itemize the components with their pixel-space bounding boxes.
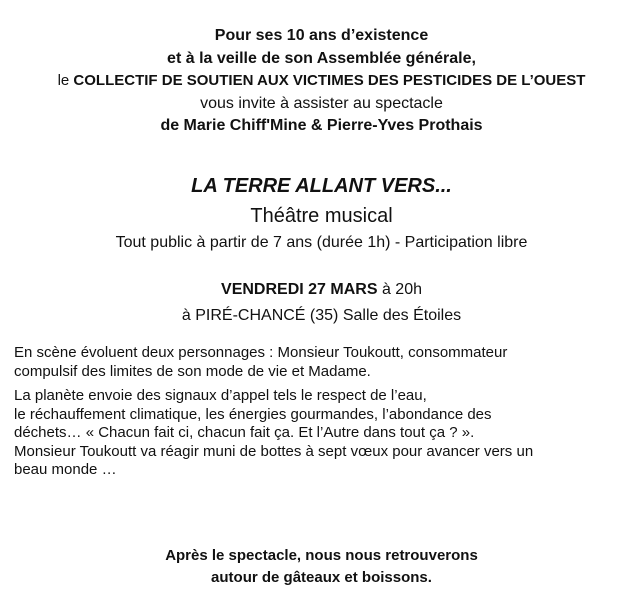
event-date: VENDREDI 27 MARS <box>221 281 378 298</box>
show-description <box>14 344 632 480</box>
description-line: beau monde … <box>14 461 117 478</box>
anniversary-line: Pour ses 10 ans d’existence <box>214 27 429 44</box>
performers-line: de Marie Chiff'Mine & Pierre-Yves Prothais <box>160 117 483 134</box>
after-show-note <box>0 545 643 589</box>
description-line: le réchauffement climatique, les énergies gourmandes, l’abondance des <box>14 405 492 423</box>
show-title: LA TERRE ALLANT VERS... <box>191 175 452 197</box>
event-time: à 20h <box>377 281 422 298</box>
after-show-line-2: autour de gâteaux et boissons. <box>211 569 432 586</box>
event-datetime <box>0 277 643 329</box>
description-paragraph-1 <box>14 344 632 381</box>
description-line: Monsieur Toukoutt va réagir muni de bottes à sept vœux pour avancer vers un <box>14 442 534 460</box>
description-line: En scène évoluent deux personnages : Monsieur Toukoutt, consommateur <box>14 344 508 361</box>
event-place: à PIRÉ-CHANCÉ (35) Salle des Étoiles <box>181 307 462 324</box>
show-genre: Théâtre musical <box>250 205 393 227</box>
organizer-prefix: le <box>57 72 74 89</box>
assembly-line: et à la veille de son Assemblée générale, <box>167 49 476 67</box>
organizer-line <box>0 70 643 93</box>
invite-line: vous invite à assister au spectacle <box>200 94 443 112</box>
organizer-name: COLLECTIF DE SOUTIEN AUX VICTIMES DES PESTICIDES DE L’OUEST <box>73 72 586 89</box>
description-line: compulsif des limites de son mode de vie et Madame. <box>14 362 371 380</box>
after-show-line-1: Après le spectacle, nous nous retrouverons <box>165 547 478 564</box>
invitation-header <box>0 25 643 138</box>
description-line: déchets… « Chacun fait ci, chacun fait ça. Et l’Autre dans tout ça ? ». <box>14 424 475 441</box>
date-time-line <box>0 277 643 303</box>
show-info <box>0 172 643 254</box>
show-audience: Tout public à partir de 7 ans (durée 1h) - Participation libre <box>115 234 528 251</box>
description-line: La planète envoie des signaux d’appel tels le respect de l’eau, <box>14 387 427 404</box>
description-paragraph-2 <box>14 387 632 480</box>
